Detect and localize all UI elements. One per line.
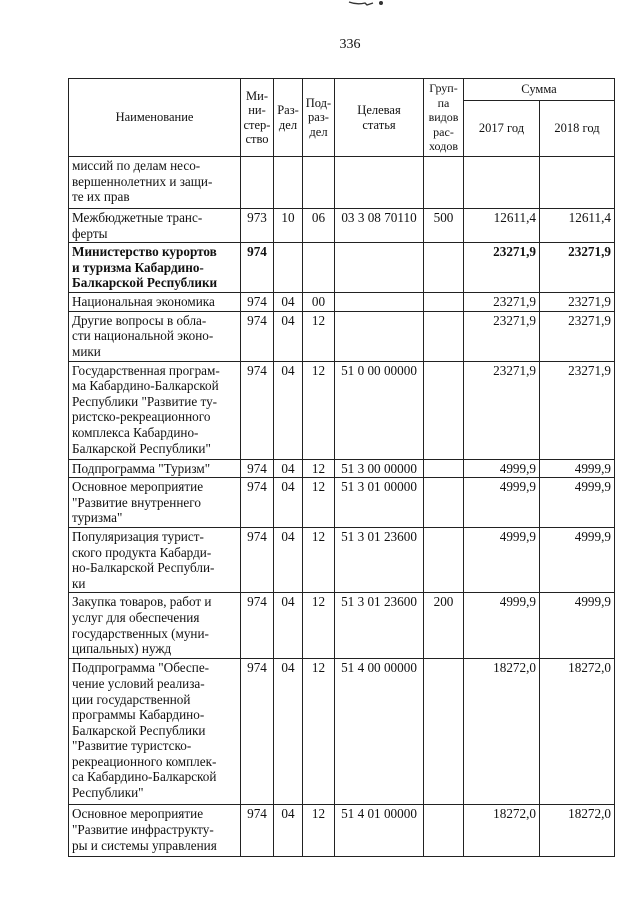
row-name: Подпрограмма "Туризм" (69, 459, 241, 478)
row-sum-2017: 4999,9 (464, 478, 540, 528)
row-target-code (335, 311, 424, 361)
row-expense-group (424, 361, 464, 459)
row-ministry: 974 (241, 593, 274, 659)
row-sum-2017: 23271,9 (464, 293, 540, 312)
row-section: 04 (274, 361, 303, 459)
row-target-code: 51 4 00 00000 (335, 659, 424, 805)
row-sum-2018: 18272,0 (540, 805, 615, 857)
row-sum-2017: 12611,4 (464, 209, 540, 243)
row-section: 04 (274, 805, 303, 857)
row-name: Закупка товаров, работ и услуг для обеспечения государственных (муни- ципальных) нужд (69, 593, 241, 659)
row-name: миссий по делам несо- вершеннолетних и защи- те их прав (69, 157, 241, 209)
row-sum-2017 (464, 157, 540, 209)
row-sum-2018: 23271,9 (540, 293, 615, 312)
row-section: 04 (274, 593, 303, 659)
row-sum-2018 (540, 157, 615, 209)
row-sum-2017: 18272,0 (464, 659, 540, 805)
row-expense-group (424, 293, 464, 312)
header-name: Наименование (69, 79, 241, 157)
row-sum-2017: 4999,9 (464, 593, 540, 659)
row-target-code: 51 3 01 00000 (335, 478, 424, 528)
row-section: 04 (274, 293, 303, 312)
row-ministry: 974 (241, 478, 274, 528)
row-target-code: 03 3 08 70110 (335, 209, 424, 243)
row-target-code (335, 243, 424, 293)
row-section (274, 243, 303, 293)
row-sum-2018: 4999,9 (540, 478, 615, 528)
table-row (69, 293, 615, 312)
row-sum-2017: 23271,9 (464, 361, 540, 459)
row-target-code: 51 0 00 00000 (335, 361, 424, 459)
table-body (69, 157, 615, 857)
row-name: Подпрограмма "Обеспе- чение условий реализа- ции государственной программы Кабардино- Балкарской Республики "Развитие туристско- рекреационного комплек- са Кабардино-Балкарской Республики" (69, 659, 241, 805)
table-row (69, 361, 615, 459)
row-section: 10 (274, 209, 303, 243)
row-section: 04 (274, 659, 303, 805)
row-ministry (241, 157, 274, 209)
row-subsection: 12 (303, 478, 335, 528)
row-sum-2017: 4999,9 (464, 459, 540, 478)
row-expense-group: 200 (424, 593, 464, 659)
row-expense-group (424, 478, 464, 528)
header-ministry: Ми- ни- стер- ство (241, 79, 274, 157)
scan-mark (347, 0, 387, 6)
row-subsection: 12 (303, 459, 335, 478)
row-target-code: 51 3 01 23600 (335, 593, 424, 659)
row-sum-2018: 4999,9 (540, 593, 615, 659)
row-ministry: 974 (241, 527, 274, 592)
header-year-2018: 2018 год (540, 101, 615, 157)
row-subsection: 12 (303, 805, 335, 857)
row-ministry: 973 (241, 209, 274, 243)
row-sum-2017: 23271,9 (464, 243, 540, 293)
row-sum-2018: 4999,9 (540, 527, 615, 592)
row-section: 04 (274, 459, 303, 478)
row-subsection (303, 157, 335, 209)
row-name: Межбюджетные транс- ферты (69, 209, 241, 243)
row-ministry: 974 (241, 805, 274, 857)
table-row (69, 157, 615, 209)
table-row (69, 311, 615, 361)
header-section: Раз- дел (274, 79, 303, 157)
row-expense-group (424, 243, 464, 293)
row-target-code (335, 157, 424, 209)
row-sum-2017: 18272,0 (464, 805, 540, 857)
row-target-code: 51 3 00 00000 (335, 459, 424, 478)
row-sum-2017: 4999,9 (464, 527, 540, 592)
row-ministry: 974 (241, 243, 274, 293)
row-section: 04 (274, 311, 303, 361)
row-sum-2018: 4999,9 (540, 459, 615, 478)
table-row (69, 593, 615, 659)
header-subsection: Под- раз- дел (303, 79, 335, 157)
header-target: Целевая статья (335, 79, 424, 157)
row-expense-group (424, 659, 464, 805)
header-expense-group: Груп- па видов рас- ходов (424, 79, 464, 157)
row-target-code: 51 3 01 23600 (335, 527, 424, 592)
table-row (69, 243, 615, 293)
row-ministry: 974 (241, 361, 274, 459)
table-row (69, 209, 615, 243)
budget-table (68, 78, 615, 857)
header-sum: Сумма (464, 79, 615, 101)
table-row (69, 805, 615, 857)
row-subsection: 12 (303, 659, 335, 805)
row-subsection (303, 243, 335, 293)
row-expense-group (424, 527, 464, 592)
row-target-code (335, 293, 424, 312)
header-year-2017: 2017 год (464, 101, 540, 157)
table-row (69, 478, 615, 528)
row-name: Популяризация турист- ского продукта Кабарди- но-Балкарской Республи- ки (69, 527, 241, 592)
row-sum-2018: 23271,9 (540, 243, 615, 293)
row-ministry: 974 (241, 659, 274, 805)
row-name: Государственная програм- ма Кабардино-Балкарской Республики "Развитие ту- ристско-рекреационного комплекса Кабардино- Балкарской Республики" (69, 361, 241, 459)
row-sum-2017: 23271,9 (464, 311, 540, 361)
row-sum-2018: 23271,9 (540, 361, 615, 459)
row-expense-group (424, 157, 464, 209)
table-row (69, 659, 615, 805)
row-expense-group: 500 (424, 209, 464, 243)
row-ministry: 974 (241, 293, 274, 312)
row-section: 04 (274, 527, 303, 592)
row-expense-group (424, 311, 464, 361)
row-name: Основное мероприятие "Развитие инфраструкту- ры и системы управления (69, 805, 241, 857)
row-sum-2018: 23271,9 (540, 311, 615, 361)
row-target-code: 51 4 01 00000 (335, 805, 424, 857)
row-sum-2018: 12611,4 (540, 209, 615, 243)
table-row (69, 527, 615, 592)
row-name: Министерство курортов и туризма Кабардино- Балкарской Республики (69, 243, 241, 293)
row-section: 04 (274, 478, 303, 528)
row-name: Основное мероприятие "Развитие внутреннего туризма" (69, 478, 241, 528)
row-expense-group (424, 805, 464, 857)
row-subsection: 00 (303, 293, 335, 312)
row-subsection: 12 (303, 361, 335, 459)
row-subsection: 12 (303, 593, 335, 659)
page-number: 336 (339, 37, 361, 52)
row-ministry: 974 (241, 311, 274, 361)
row-name: Другие вопросы в обла- сти национальной эконо- мики (69, 311, 241, 361)
row-sum-2018: 18272,0 (540, 659, 615, 805)
row-name: Национальная экономика (69, 293, 241, 312)
row-subsection: 12 (303, 311, 335, 361)
table-row (69, 459, 615, 478)
row-ministry: 974 (241, 459, 274, 478)
row-subsection: 06 (303, 209, 335, 243)
row-expense-group (424, 459, 464, 478)
row-section (274, 157, 303, 209)
row-subsection: 12 (303, 527, 335, 592)
